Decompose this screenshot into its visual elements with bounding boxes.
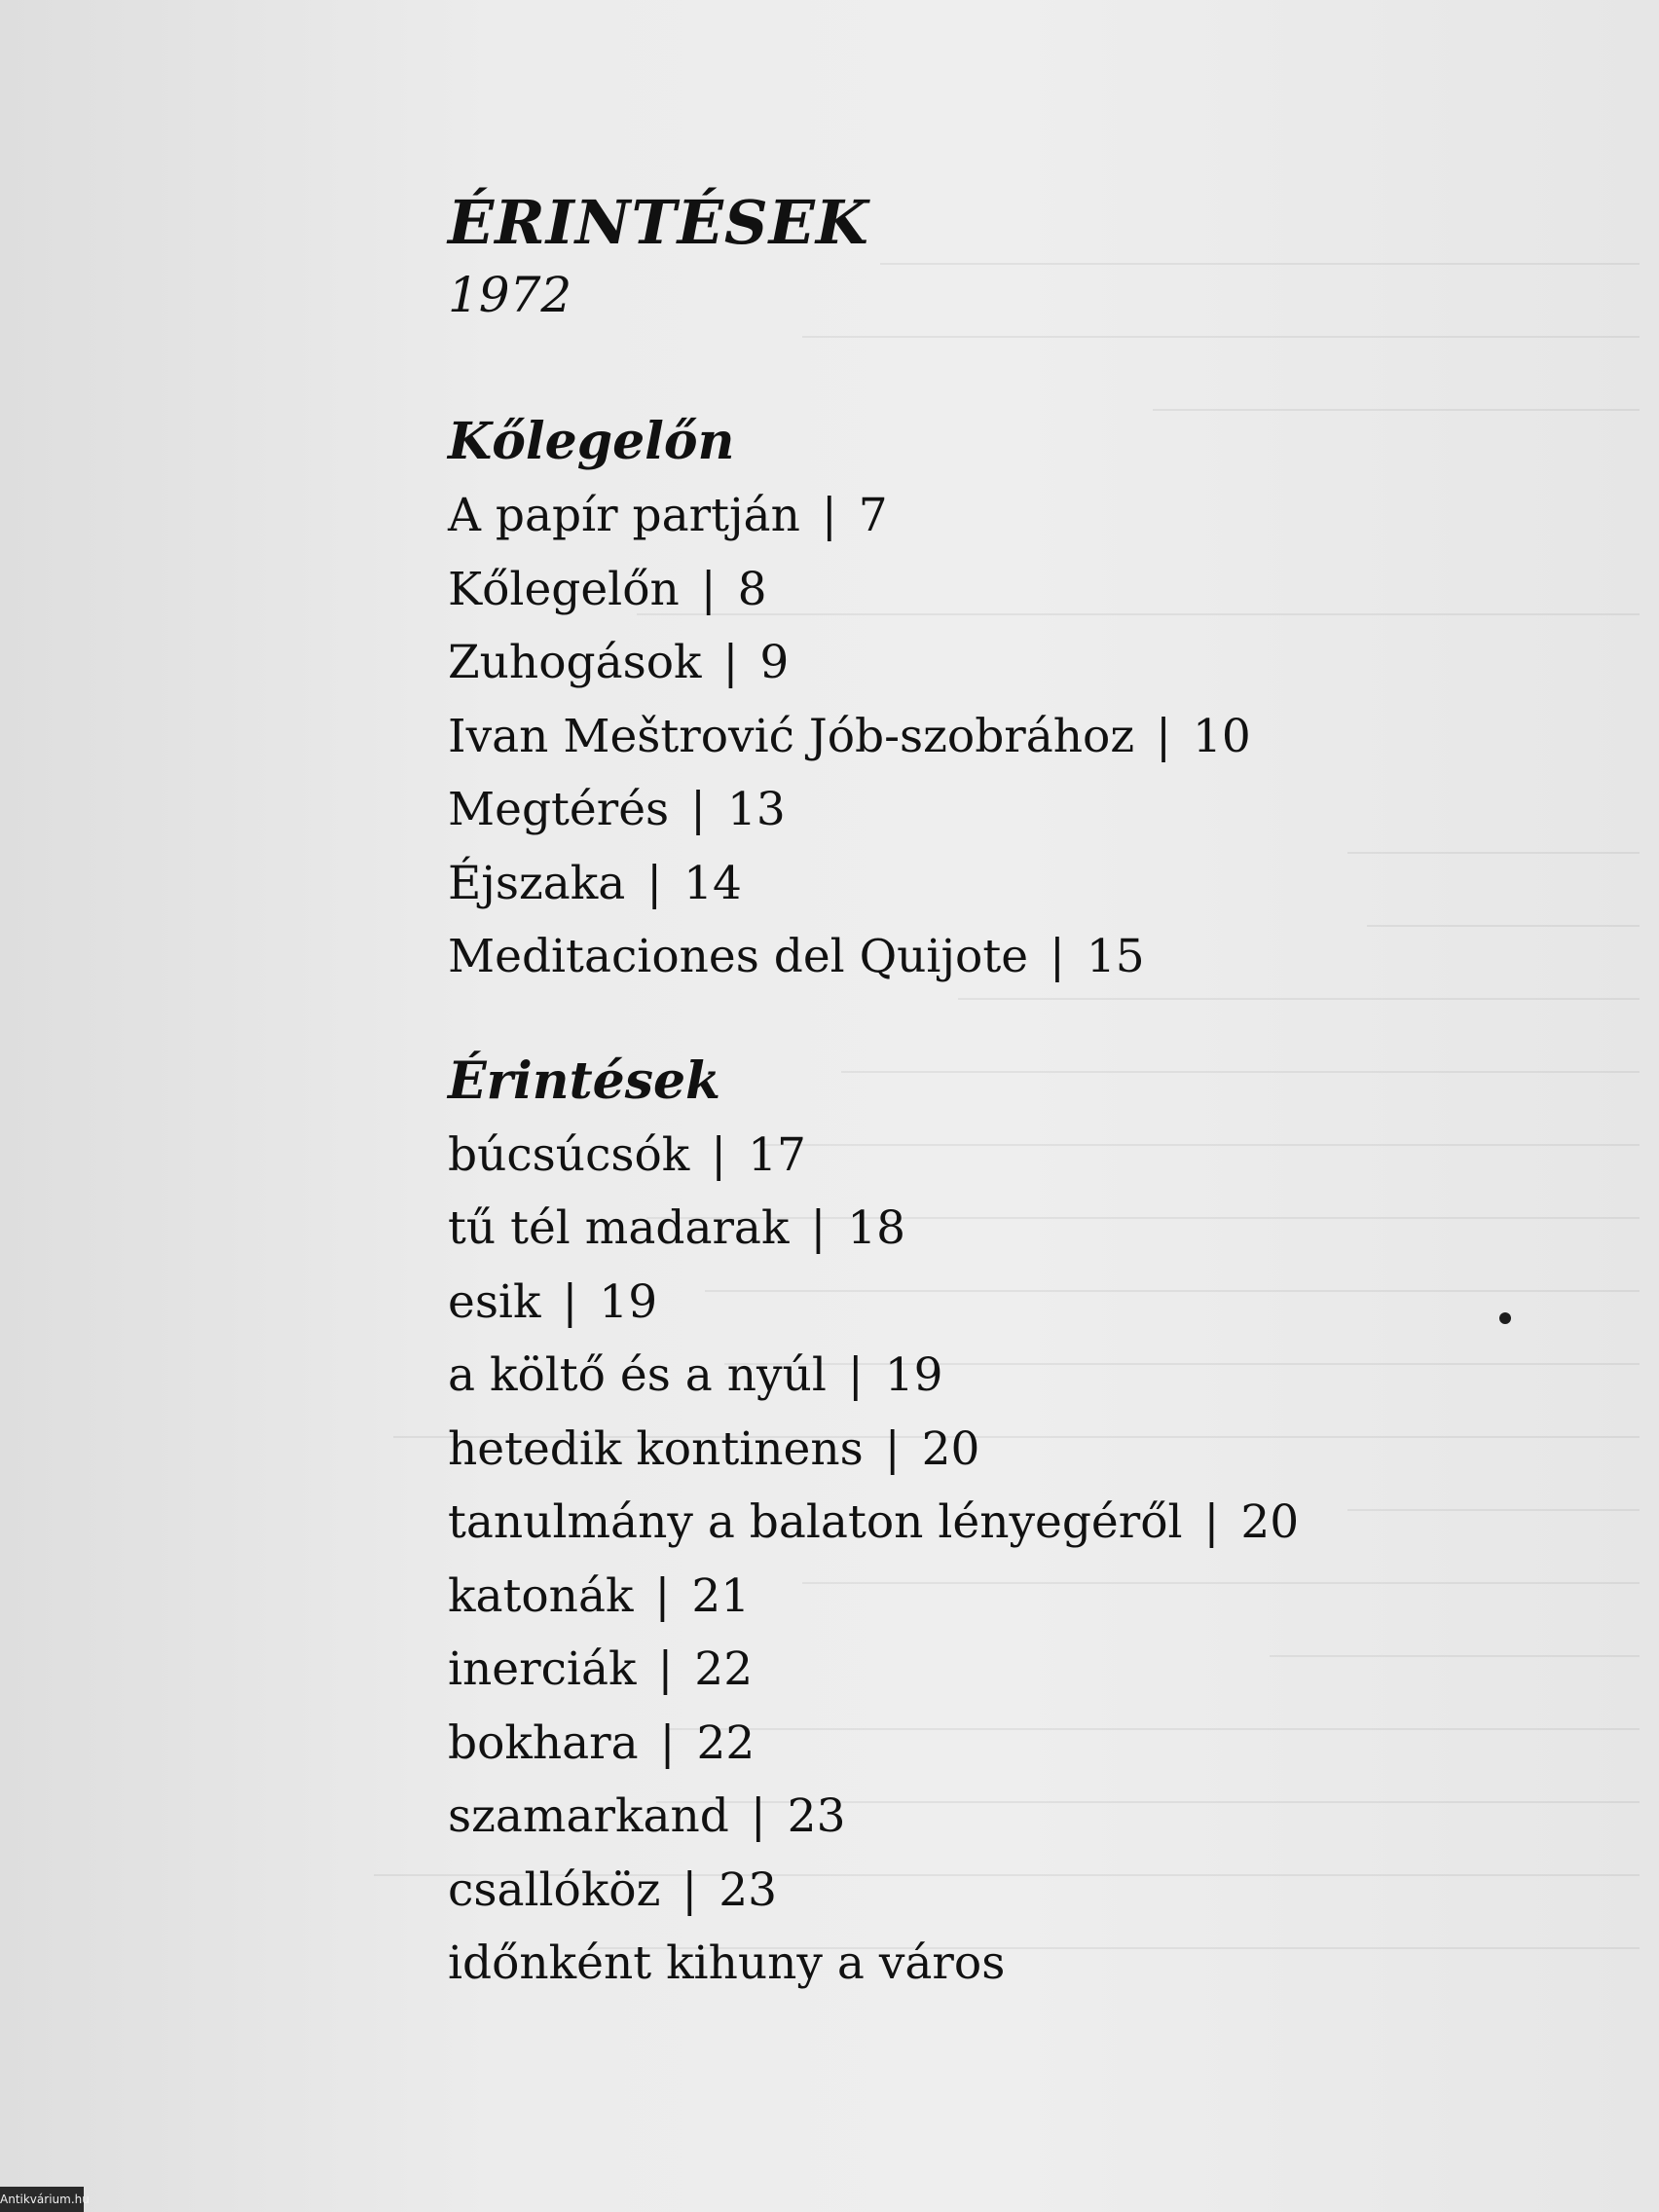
toc-section-kolegelon	[448, 405, 1421, 994]
toc-entry	[448, 1707, 1421, 1781]
entry-title: szamarkand	[448, 1789, 729, 1843]
toc-entry	[448, 1266, 1421, 1340]
toc-entry	[448, 920, 1421, 994]
entry-separator: |	[722, 636, 739, 689]
section-title: Kőlegelőn	[448, 412, 735, 471]
entry-separator: |	[682, 1862, 698, 1917]
toc-entry	[448, 1560, 1421, 1634]
toc-section-erintesek	[448, 1045, 1421, 2001]
toc-entry	[448, 553, 1421, 627]
entry-page: 7	[858, 489, 888, 542]
entry-page: 22	[696, 1715, 756, 1770]
entry-title: csallóköz	[448, 1862, 661, 1917]
entry-page: 21	[691, 1568, 751, 1623]
entry-page: 8	[737, 562, 767, 616]
entry-separator: |	[810, 1201, 827, 1255]
entry-page: 14	[683, 856, 742, 910]
toc-entry	[448, 1413, 1421, 1487]
entry-separator: |	[646, 856, 663, 910]
toc-entry	[448, 1192, 1421, 1266]
entry-separator: |	[700, 562, 717, 616]
entry-title: Kőlegelőn	[448, 562, 680, 616]
entry-page: 10	[1192, 709, 1251, 763]
entry-page: 23	[719, 1862, 778, 1917]
entry-page: 20	[1240, 1495, 1300, 1549]
toc-entry	[448, 1486, 1421, 1560]
section-title: Érintések	[448, 1051, 721, 1111]
entry-title: búcsúcsók	[448, 1127, 690, 1182]
entry-separator: |	[1050, 930, 1065, 983]
toc-entry	[448, 700, 1421, 774]
entry-separator: |	[1203, 1495, 1220, 1549]
book-year: 1972	[448, 267, 572, 323]
entry-title: tű tél madarak	[448, 1201, 790, 1255]
entry-page: 22	[694, 1642, 754, 1696]
toc-list	[448, 479, 1421, 994]
entry-separator: |	[884, 1421, 901, 1476]
watermark: Antikvárium.hu	[0, 2187, 84, 2212]
entry-separator: |	[847, 1348, 864, 1402]
entry-separator: |	[711, 1127, 727, 1182]
entry-title: inerciák	[448, 1642, 637, 1696]
entry-title: Meditaciones del Quijote	[448, 930, 1029, 983]
toc-entry	[448, 1339, 1421, 1413]
entry-title: tanulmány a balaton lényegéről	[448, 1495, 1183, 1549]
toc-entry	[448, 773, 1421, 847]
entry-title: esik	[448, 1274, 541, 1329]
toc-entry	[448, 1854, 1421, 1928]
entry-title: Megtérés	[448, 783, 670, 836]
entry-title: hetedik kontinens	[448, 1421, 864, 1476]
entry-page: 9	[759, 636, 790, 689]
entry-separator: |	[1156, 709, 1171, 763]
entry-page: 20	[921, 1421, 980, 1476]
entry-separator: |	[659, 1715, 676, 1770]
entry-title: Ivan Meštrović Jób-szobrához	[448, 709, 1135, 763]
entry-title: a költő és a nyúl	[448, 1348, 827, 1402]
entry-page: 19	[884, 1348, 943, 1402]
entry-page: 13	[726, 783, 786, 836]
entry-page: 18	[847, 1201, 906, 1255]
entry-title: Éjszaka	[448, 856, 626, 910]
entry-title: időnként kihuny a város	[448, 1936, 1006, 1990]
toc-entry	[448, 479, 1421, 553]
entry-page: 19	[599, 1274, 658, 1329]
table-of-contents	[448, 185, 1421, 2051]
toc-entry	[448, 1119, 1421, 1193]
entry-page: 15	[1086, 930, 1145, 983]
toc-entry	[448, 847, 1421, 921]
toc-entry	[448, 1780, 1421, 1854]
entry-title: bokhara	[448, 1715, 639, 1770]
entry-separator: |	[654, 1568, 671, 1623]
entry-page: 23	[787, 1789, 846, 1843]
toc-entry	[448, 626, 1421, 700]
entry-title: Zuhogások	[448, 636, 702, 689]
entry-separator: |	[750, 1789, 766, 1843]
toc-entry	[448, 1927, 1421, 2001]
ink-speck	[1499, 1312, 1511, 1324]
book-title: ÉRINTÉSEK	[448, 187, 869, 258]
entry-separator: |	[562, 1274, 578, 1329]
entry-title: A papír partján	[448, 489, 800, 542]
entry-separator: |	[657, 1642, 674, 1696]
entry-separator: |	[690, 783, 706, 836]
toc-list	[448, 1119, 1421, 2001]
entry-separator: |	[821, 489, 837, 542]
entry-title: katonák	[448, 1568, 634, 1623]
entry-page: 17	[748, 1127, 806, 1182]
toc-entry	[448, 1633, 1421, 1707]
